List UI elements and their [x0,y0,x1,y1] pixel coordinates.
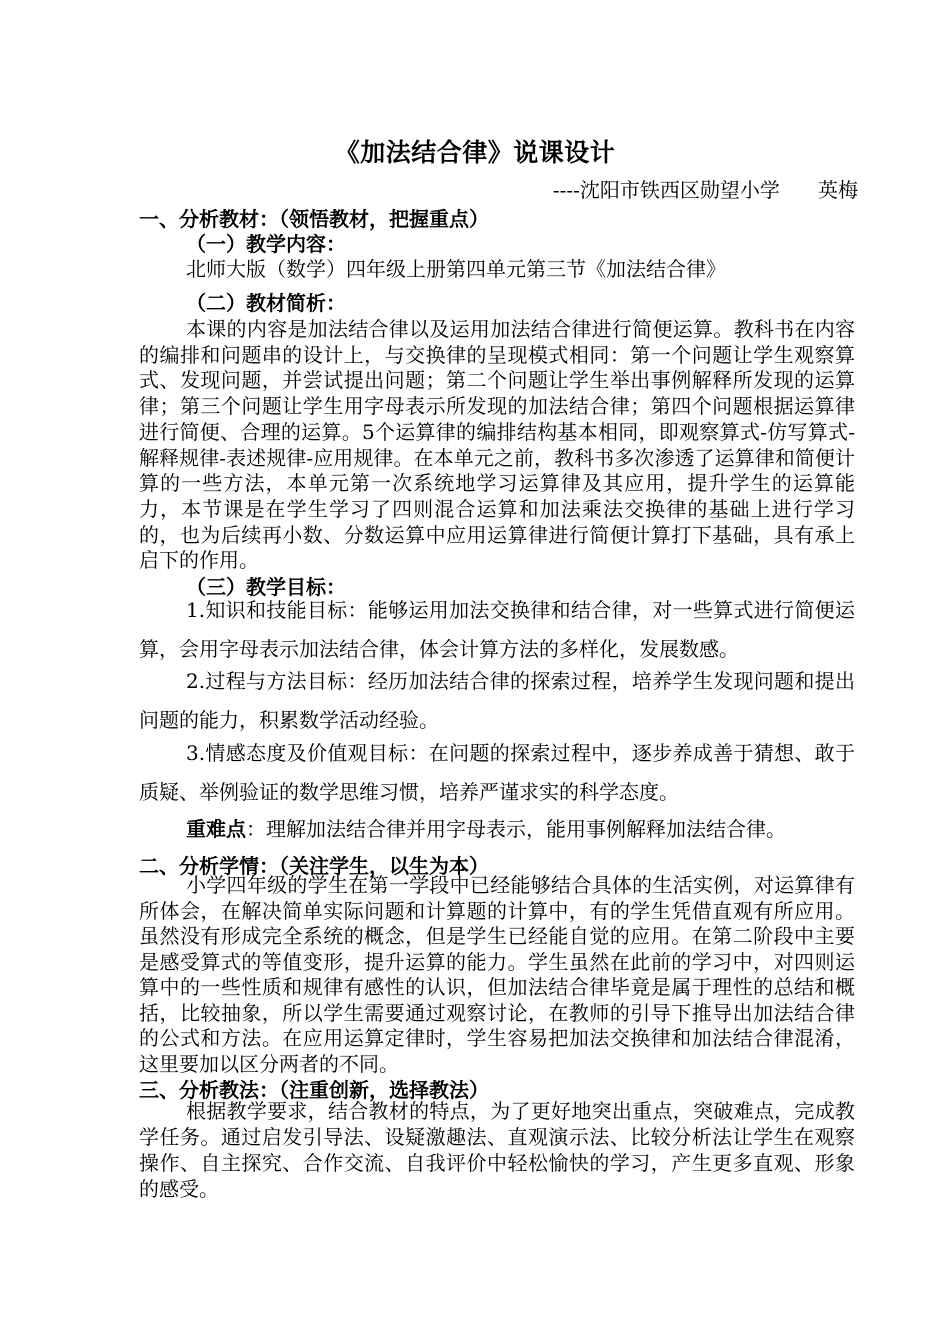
section2-heading: 二、分析学情：（关注学生，以生为本） [139,854,489,878]
key-points [139,810,855,849]
section1-sub3-heading: （三）教学目标： [186,575,346,599]
section1-sub1-heading: （一）教学内容： [186,232,346,256]
section1-sub2-heading: （二）教材简析： [186,291,346,315]
section2-paragraph: 小学四年级的学生在第一学段中已经能够结合具体的生活实例，对运算律有所体会，在解决简单实际问题和计算题的计算中，有的学生凭借直观有所应用。虽然没有形成完全系统的概念，但是学生已经能自觉的应用。在第二阶段中主要是感受算式的等值变形，提升运算的能力。学生虽然在此前的学习中，对四则运算中的一些性质和规律有感性的认识，但加法结合律毕竟是属于理性的总结和概括，比较抽象，所以学生需要通过观察讨论，在教师的引导下推导出加法结合律的公式和方法。在应用运算定律时，学生容易把加法交换律和加法结合律混淆，这里要加以区分两者的不同。 [139,873,855,1076]
section1-sub1-text: 北师大版（数学）四年级上册第四单元第三节《加法结合律》 [186,257,726,281]
goal-2: 2.过程与方法目标：经历加法结合律的探索过程，培养学生发现问题和提出问题的能力，积累数学活动经验。 [139,669,855,732]
key-points-label: 重难点 [186,817,246,841]
key-points-text: ：理解加法结合律并用字母表示，能用事例解释加法结合律。 [246,817,786,841]
section3-paragraph: 根据教学要求，结合教材的特点，为了更好地突出重点，突破难点，完成教学任务。通过启发引导法、设疑激趣法、直观演示法、比较分析法让学生在观察操作、自主探究、合作交流、自我评价中轻松愉快的学习，产生更多直观、形象的感受。 [139,1099,855,1201]
section3-heading: 三、分析教法：（注重创新，选择教法） [139,1078,489,1102]
author-line: ----沈阳市铁西区勋望小学 英梅 [552,178,858,202]
goal-1: 1.知识和技能目标：能够运用加法交换律和结合律，对一些算式进行简便运算，会用字母表示加法结合律，体会计算方法的多样化，发展数感。 [139,598,855,661]
document-title: 《加法结合律》说课设计 [334,138,616,167]
section1-sub2-paragraph: 本课的内容是加法结合律以及运用加法结合律进行简便运算。教科书在内容的编排和问题串的设计上，与交换律的呈现模式相同：第一个问题让学生观察算式、发现问题，并尝试提出问题；第二个问题让学生举出事例解释所发现的运算律；第三个问题让学生用字母表示所发现的加法结合律；第四个问题根据运算律进行简便、合理的运算。5个运算律的编排结构基本相同，即观察算式-仿写算式-解释规律-表述规律-应用规律。在本单元之前，教科书多次渗透了运算律和简便计算的一些方法，本单元第一次系统地学习运算律及其应用，提升学生的运算能力，本节课是在学生学习了四则混合运算和加法乘法交换律的基础上进行学习的，也为后续再小数、分数运算中应用运算律进行简便计算打下基础，具有承上启下的作用。 [139,317,855,573]
goal-3: 3.情感态度及价值观目标：在问题的探索过程中，逐步养成善于猜想、敢于质疑、举例验证的数学思维习惯，培养严谨求实的科学态度。 [139,741,855,804]
section1-heading: 一、分析教材：（领悟教材，把握重点） [139,207,489,231]
